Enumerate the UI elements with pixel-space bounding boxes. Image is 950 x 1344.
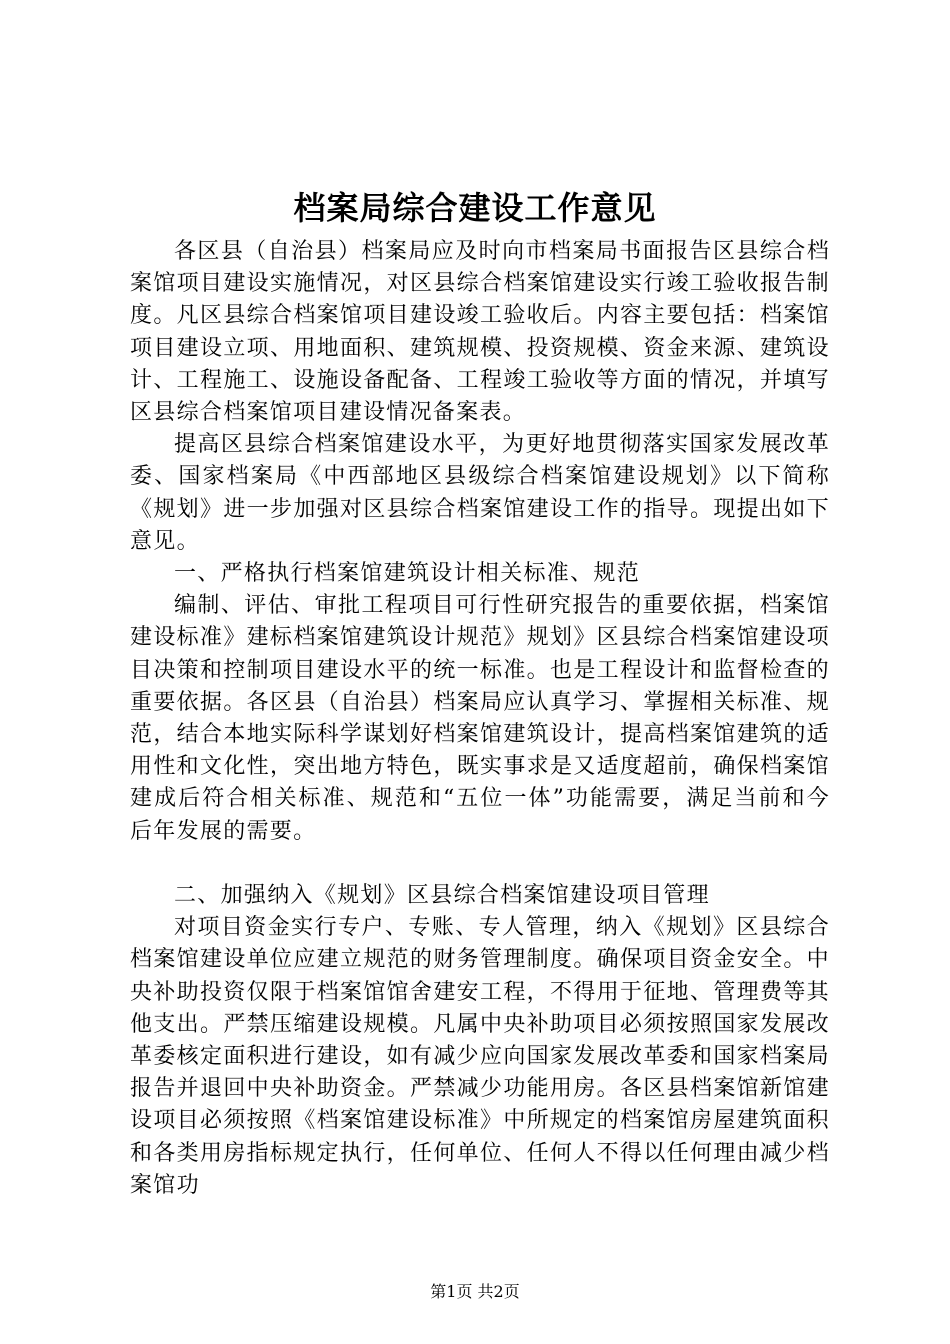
paragraph-management: 对项目资金实行专户、专账、专人管理，纳入《规划》区县综合档案馆建设单位应建立规范的财务管理制度。确保项目资金安全。中央补助投资仅限于档案馆馆舍建安工程，不得用于征地、管理费等其他支出。严禁压缩建设规模。凡属中央补助项目必须按照国家发展改革委核定面积进行建设，如有减少应向国家发展改革委和国家档案局报告并退回中央补助资金。严禁减少功能用房。各区县档案馆新馆建设项目必须按照《档案馆建设标准》中所规定的档案馆房屋建筑面积和各类用房指标规定执行，任何单位、任何人不得以任何理由减少档案馆功: [130, 915, 830, 1198]
section-heading-2: 二、加强纳入《规划》区县综合档案馆建设项目管理: [174, 883, 710, 909]
section-heading-1: 一、严格执行档案馆建筑设计相关标准、规范: [174, 561, 641, 587]
paragraph-reporting: 各区县（自治县）档案局应及时向市档案局书面报告区县综合档案馆项目建设实施情况，对区县综合档案馆建设实行竣工验收报告制度。凡区县综合档案馆项目建设竣工验收后。内容主要包括：档案馆项目建设立项、用地面积、建筑规模、投资规模、资金来源、建筑设计、工程施工、设施设备配备、工程竣工验收等方面的情况，并填写区县综合档案馆项目建设情况备案表。: [130, 239, 830, 426]
paragraph-introduction: 提高区县综合档案馆建设水平，为更好地贯彻落实国家发展改革委、国家档案局《中西部地区县级综合档案馆建设规划》以下简称《规划》进一步加强对区县综合档案馆建设工作的指导。现提出如下意见。: [130, 432, 830, 554]
document-body: [130, 236, 830, 1202]
page-number: 第1页 共2页: [430, 1282, 520, 1301]
document-title: 档案局综合建设工作意见: [293, 189, 657, 227]
paragraph-standards: 编制、评估、审批工程项目可行性研究报告的重要依据，档案馆建设标准》建标档案馆建筑设计规范》规划》区县综合档案馆建设项目决策和控制项目建设水平的统一标准。也是工程设计和监督检查的重要依据。各区县（自治县）档案局应认真学习、掌握相关标准、规范，结合本地实际科学谋划好档案馆建筑设计，提高档案馆建筑的适用性和文化性，突出地方特色，既实事求是又适度超前，确保档案馆建成后符合相关标准、规范和“五位一体”功能需要，满足当前和今后年发展的需要。: [130, 593, 830, 844]
blank-line: [130, 848, 830, 880]
